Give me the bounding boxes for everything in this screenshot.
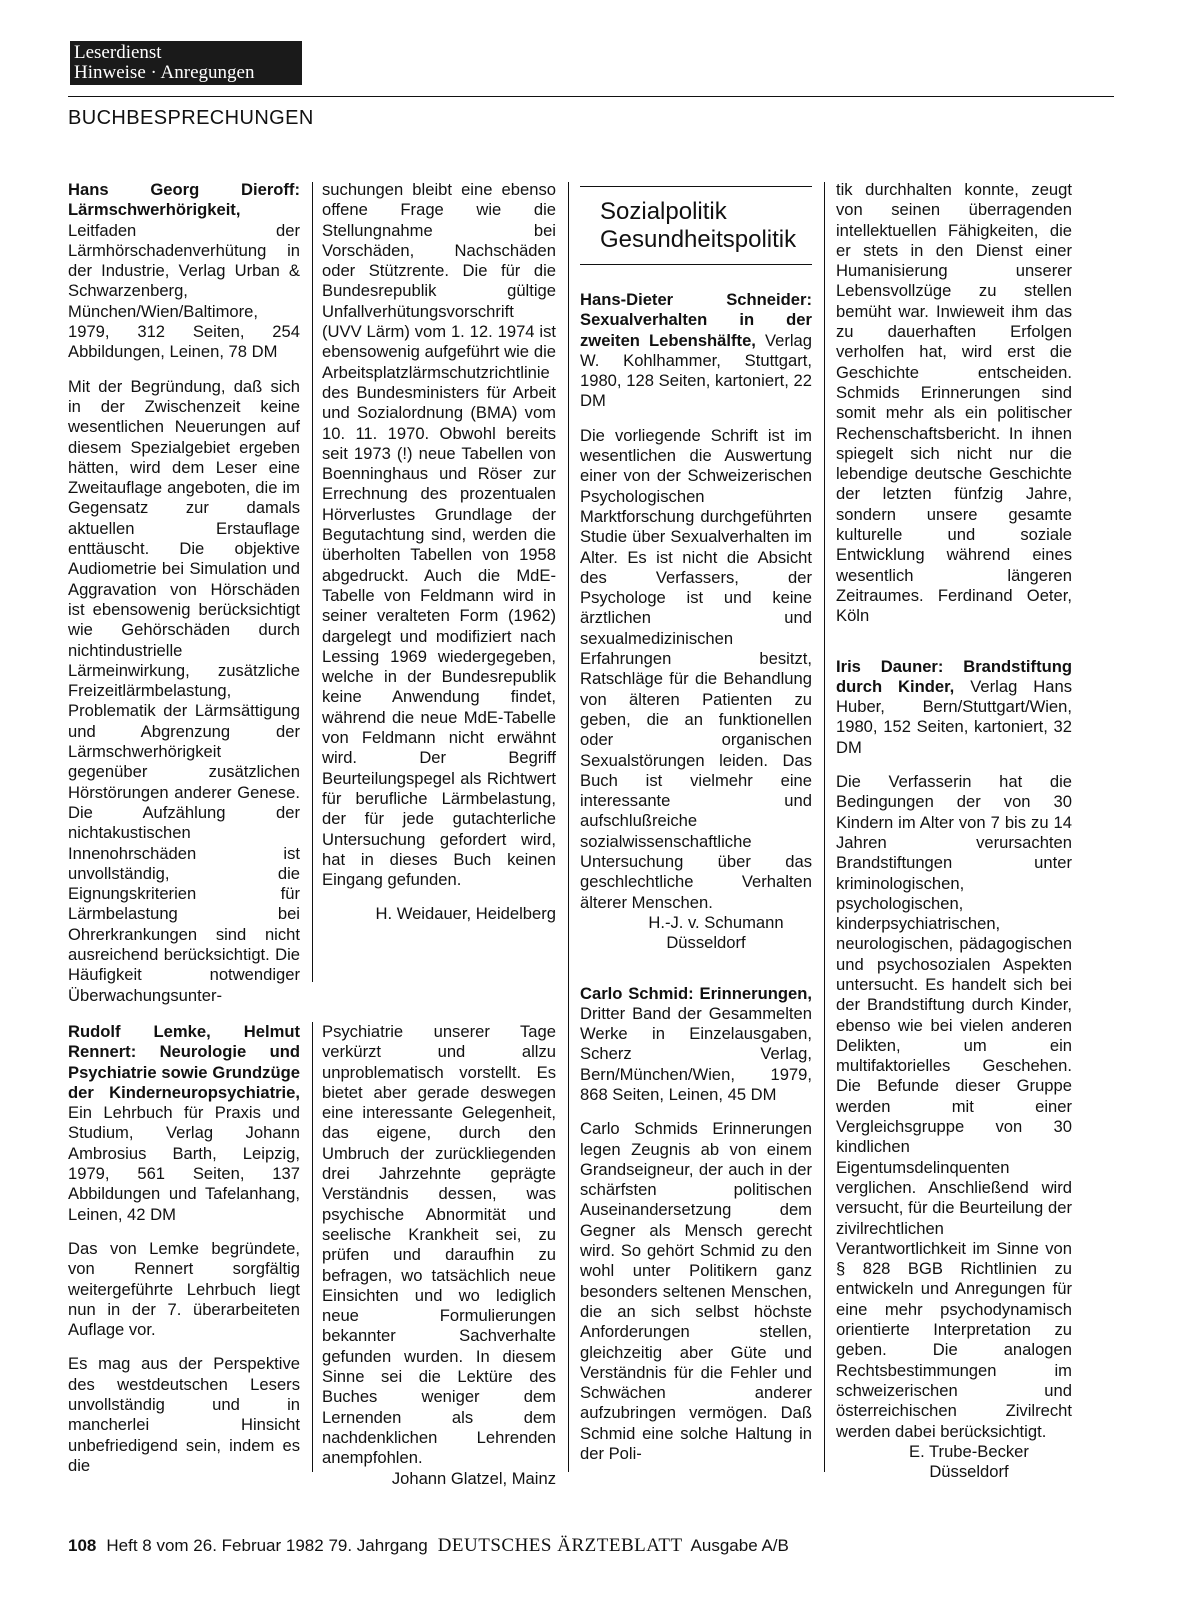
column-3 bbox=[580, 290, 812, 1464]
page-footer bbox=[68, 1535, 789, 1557]
column-1-lower bbox=[68, 1022, 300, 1476]
review-3-title: Hans-Dieter Schneider: Sexualverhalten in der zweiten Lebenshälfte, bbox=[580, 290, 812, 350]
column-divider-2 bbox=[568, 182, 569, 1472]
column-divider-3 bbox=[824, 182, 825, 1472]
review-1-title: Hans Georg Dieroff: Lärmschwerhörigkeit, bbox=[68, 180, 300, 220]
rubric-heading-line-1: Sozialpolitik bbox=[600, 198, 727, 225]
review-4-publisher: Dritter Band der Gesammelten Werke in Einzelausgaben, Scherz Verlag, Bern/München/Wien, 1979, 868 Seiten, Leinen, 45 DM bbox=[580, 1003, 812, 1104]
review-2-title: Rudolf Lemke, Helmut Rennert: Neurologie und Psychiatrie sowie Grundzüge der Kinderneuropsychiatrie, bbox=[68, 1022, 300, 1102]
review-1-citation bbox=[68, 180, 300, 363]
column-divider-1a bbox=[312, 182, 313, 982]
column-2-lower bbox=[322, 1022, 556, 1489]
review-3-signature-name: H.-J. v. Schumann bbox=[648, 912, 784, 932]
review-2-publisher: Ein Lehrbuch für Praxis und Studium, Verlag Johann Ambrosius Barth, Leipzig, 1979, 561 Seiten, 137 Abbildungen und Tafelanhang, Leinen, 42 DM bbox=[68, 1103, 300, 1224]
review-5-signature-name: E. Trube-Becker bbox=[909, 1441, 1029, 1461]
issue-info: Heft 8 vom 26. Februar 1982 79. Jahrgang bbox=[106, 1536, 428, 1555]
column-1 bbox=[68, 180, 300, 1006]
header-line-1: Leserdienst bbox=[74, 42, 162, 63]
review-4-body: Carlo Schmids Erinnerungen legen Zeugnis ab von einem Grandseigneur, der auch in der schärfsten politischen Auseinandersetzung dem Gegner als Mensch gerecht wird. So gehört Schmid zu den wohl unter Politikern ganz besonders seltenen Menschen, die an sich selbst höchste Anforderungen stellen, gleichzeitig aber Güte und Verständnis für die Fehler und Schwächen anderer aufzubringen vermögen. Daß Schmid eine solche Haltung in der Poli- bbox=[580, 1119, 812, 1464]
magazine-name: DEUTSCHES ÄRZTEBLATT bbox=[437, 1535, 683, 1556]
review-3-citation bbox=[580, 290, 812, 412]
review-3-signature-city: Düsseldorf bbox=[666, 933, 746, 953]
review-5-body: Die Verfasserin hat die Bedingungen der von 30 Kindern im Alter von 7 bis zu 14 Jahren verursachten Brandstiftungen unter kriminologischen, psychologischen, kinderpsychiatrischen, neurologischen, pädagogischen und psychosozialen Aspekten untersucht. Es handelt sich bei der Brandstiftung durch Kinder, ebenso wie bei vielen anderen Delikten, um ein multifaktorielles Geschehen. Die Befunde dieser Gruppe werden mit einer Vergleichsgruppe von 30 kindlichen Eigentumsdelinquenten verglichen. Anschließend wird versucht, für die Beurteilung der zivilrechtlichen Verantwortlichkeit im Sinne von § 828 BGB Richtlinien zu entwickeln und Anregungen für eine mehr psychodynamisch orientierte Interpretation zu geben. Die analogen Rechtsbestimmungen im schweizerischen und österreichischen Zivilrecht werden dabei berücksichtigt. bbox=[836, 772, 1072, 1441]
section-header-box bbox=[70, 41, 302, 85]
review-5-title: Iris Dauner: Brandstiftung durch Kinder, bbox=[836, 656, 1072, 696]
review-1-body-cont: suchungen bleibt eine ebenso offene Frage wie die Stellungnahme bei Vorschäden, Nachschäden oder Stützrente. Die für die Bundesrepublik gültige Unfallverhütungsvorschrift (UVV Lärm) vom 1. 12. 1974 ist ebensowenig aufgeführt wie die Arbeitsplatzlärmschutzrichtlinie des Bundesministers für Arbeit und Sozialordnung (BMA) vom 10. 11. 1970. Obwohl bereits seit 1973 (!) neue Tabellen von Boenninghaus und Röser zur Errechnung des prozentualen Hörverlustes Grundlage der Begutachtung sind, werden die überholten Tabellen von 1958 abgedruckt. Auch die MdE-Tabelle von Feldmann wird in seiner veralteten Form (1962) dargelegt und modifiziert nach Lessing 1969 wiedergegeben, welche in der Bundesrepublik keine Anwendung findet, während die neue MdE-Tabelle von Feldmann nicht erwähnt wird. Der Begriff Beurteilungspegel als Richtwert für berufliche Lärmbelastung, der für jede gutachterliche Untersuchung gefordert wird, hat in dieses Buch keinen Eingang gefunden. bbox=[322, 180, 556, 890]
column-2 bbox=[322, 180, 556, 925]
review-4-title: Carlo Schmid: Erinnerungen, bbox=[580, 983, 812, 1003]
review-1-publisher: Leitfaden der Lärmhörschadenverhütung in der Industrie, Verlag Urban & Schwarzenberg, München/Wien/Baltimore, 1979, 312 Seiten, 254 Abbildungen, Leinen, 78 DM bbox=[68, 220, 300, 362]
top-rule bbox=[68, 96, 1114, 97]
review-2-citation bbox=[68, 1022, 300, 1225]
review-3-body: Die vorliegende Schrift ist im wesentlichen die Auswertung einer von der Schweizerischen Psychologischen Marktforschung durchgeführten Studie über Sexualverhalten im Alter. Es ist nicht die Absicht des Verfassers, der Psychologe ist und keine ärztlichen und sexualmedizinischen Erfahrungen besitzt, Ratschläge für die Behandlung von älteren Patienten zu geben, die an funktionellen oder organischen Sexualstörungen leiden. Das Buch ist vielmehr eine interessante und aufschlußreiche sozialwissenschaftliche Untersuchung über das geschlechtliche Verhalten älterer Menschen. bbox=[580, 425, 812, 912]
heading-rule-bottom bbox=[580, 264, 812, 265]
review-2-body-cont: Psychiatrie unserer Tage verkürzt und allzu unproblematisch vorstellt. Es bietet aber gerade deswegen eine interessante Gelegenheit, das eigene, durch den Umbruch der zurückliegenden drei Jahrzehnte geprägte Verständnis dessen, was psychische Abnormität und seelische Krankheit sei, zu prüfen und daraufhin zu befragen, wo tatsächlich neue Einsichten und wo lediglich neue Formulierungen bekannter Sachverhalte gefunden wurden. In diesem Sinne sei die Lektüre des Buches weniger dem Lernenden als dem nachdenklichen Lehrenden anempfohlen. bbox=[322, 1022, 556, 1468]
heading-rule-top bbox=[580, 186, 812, 187]
review-4-body-cont: tik durchhalten konnte, zeugt von seinen überragenden intellektuellen Fähigkeiten, die er stets in den Dienst einer Humanisierung unserer Lebensvollzüge zu stellen bemüht war. Inwieweit ihm das zu dauerhaften Erfolgen verholfen hat, wird erst die Geschichte entscheiden. Schmids Erinnerungen sind somit mehr als ein politischer Rechenschaftsbericht. In ihnen spiegelt sich nicht nur die lebendige deutsche Geschichte der letzten fünfzig Jahre, sondern unsere gesamte kulturelle und soziale Entwicklung während eines wesentlich längeren Zeitraumes. Ferdinand Oeter, Köln bbox=[836, 180, 1072, 626]
section-title: BUCHBESPRECHUNGEN bbox=[68, 107, 314, 129]
review-2-body-2: Es mag aus der Perspektive des westdeutschen Lesers unvollständig und in mancherlei Hinsicht unbefriedigend sein, indem es die bbox=[68, 1354, 300, 1475]
review-1-body: Mit der Begründung, daß sich in der Zwischenzeit keine wesentlichen Neuerungen auf diesem Spezialgebiet ergeben hätten, wird dem Leser eine Zweitauflage angeboten, die im Gegensatz zur damals aktuellen Erstauflage enttäuscht. Die objektive Audiometrie bei Simulation und Aggravation von Hörschäden ist ebensowenig berücksichtigt wie Gehörschäden durch nichtindustrielle Lärmeinwirkung, zusätzliche Freizeitlärmbelastung, Problematik der Lärmsättigung und Abgrenzung der Lärmschwerhörigkeit gegenüber zusätzlichen Hörstörungen anderer Genese. Die Aufzählung der nichtakustischen Innenohrschäden ist unvollständig, die Eignungskriterien für Lärmbelastung bei Ohrerkrankungen sind nicht ausreichend berücksichtigt. Die Häufigkeit notwendiger Überwachungsunter- bbox=[68, 376, 300, 1005]
column-divider-1b bbox=[312, 1022, 313, 1472]
review-2-signature: Johann Glatzel, Mainz bbox=[391, 1468, 556, 1488]
column-4 bbox=[836, 180, 1072, 1482]
rubric-heading bbox=[600, 198, 796, 254]
review-3-publisher: Verlag W. Kohlhammer, Stuttgart, 1980, 128 Seiten, kartoniert, 22 DM bbox=[580, 330, 812, 411]
review-4-citation bbox=[580, 984, 812, 1106]
header-line-2: Hinweise · Anregungen bbox=[74, 62, 255, 83]
review-5-publisher: Verlag Hans Huber, Bern/Stuttgart/Wien, 1980, 152 Seiten, kartoniert, 32 DM bbox=[836, 676, 1072, 757]
review-1-signature: H. Weidauer, Heidelberg bbox=[375, 904, 556, 924]
review-5-citation bbox=[836, 657, 1072, 758]
edition-info: Ausgabe A/B bbox=[690, 1536, 789, 1555]
page-number: 108 bbox=[68, 1536, 97, 1555]
review-2-body-1: Das von Lemke begründete, von Rennert sorgfältig weitergeführte Lehrbuch liegt nun in der 7. überarbeiteten Auflage vor. bbox=[68, 1238, 300, 1340]
review-5-signature-city: Düsseldorf bbox=[929, 1462, 1009, 1482]
rubric-heading-line-2: Gesundheitspolitik bbox=[600, 226, 797, 253]
